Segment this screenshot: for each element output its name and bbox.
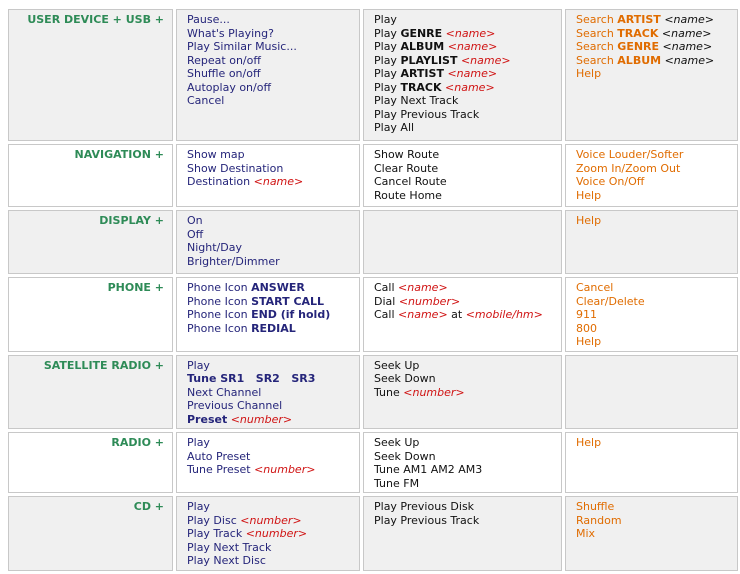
command-line	[576, 13, 731, 27]
command-line	[187, 295, 353, 309]
command-text: Seek Down	[374, 449, 436, 463]
command-text: Search	[576, 53, 618, 67]
command-text: Play	[374, 40, 401, 53]
command-line	[374, 162, 555, 176]
placeholder-text: <mobile/hm>	[465, 308, 543, 321]
command-line	[187, 463, 353, 477]
device-commands-cell	[176, 210, 360, 274]
command-text: Seek Up	[374, 358, 420, 372]
command-text: Help	[576, 214, 602, 227]
command-line	[576, 436, 731, 450]
command-text: Search	[576, 40, 618, 53]
command-text: Play	[374, 26, 401, 40]
device-commands-cell	[176, 355, 360, 430]
command-line	[187, 40, 353, 54]
command-text: Random	[576, 513, 622, 527]
command-text: Phone Icon	[187, 321, 252, 335]
command-text: Play Previous Disk	[374, 500, 475, 513]
command-row	[8, 210, 738, 274]
command-line	[187, 413, 353, 427]
other-commands-cell	[565, 144, 738, 207]
keyword-text: ANSWER	[251, 281, 305, 294]
command-line	[187, 94, 353, 108]
command-line	[187, 399, 353, 413]
command-row	[8, 355, 738, 430]
command-text: Dial	[374, 294, 399, 308]
command-text: Help	[576, 436, 602, 449]
command-line	[576, 308, 731, 322]
command-line	[187, 372, 353, 386]
command-text: Voice Louder/Softer	[576, 148, 684, 161]
command-line	[187, 281, 353, 295]
command-text: Cancel	[576, 281, 614, 294]
command-line	[187, 527, 353, 541]
command-line	[374, 67, 555, 81]
command-line	[374, 450, 555, 464]
other-commands-cell	[565, 432, 738, 493]
command-text: Play Similar Music...	[187, 40, 297, 53]
command-text: Play	[374, 13, 397, 26]
command-line	[576, 281, 731, 295]
command-line	[374, 436, 555, 450]
command-text: Play Track	[187, 527, 246, 540]
command-text: Play	[187, 358, 210, 372]
command-line	[576, 54, 731, 68]
command-line	[374, 189, 555, 203]
command-text: Play	[374, 67, 401, 80]
device-commands-cell	[176, 496, 360, 571]
other-commands-cell	[565, 210, 738, 274]
command-line	[187, 228, 353, 242]
command-line	[187, 500, 353, 514]
placeholder-text: <number>	[398, 294, 461, 308]
command-line	[576, 214, 731, 228]
placeholder-text: <name>	[398, 308, 448, 321]
keyword-text: TRACK	[400, 80, 442, 94]
command-line	[374, 463, 555, 477]
placeholder-text: <name>	[447, 67, 498, 80]
command-line	[576, 514, 731, 528]
category-label: PHONE +	[8, 277, 173, 352]
command-line	[576, 527, 731, 541]
command-text: Play Previous Track	[374, 513, 480, 527]
placeholder-text: <name>	[662, 40, 713, 53]
device-commands-cell	[176, 9, 360, 141]
placeholder-text: <name>	[253, 175, 304, 188]
command-line	[374, 359, 555, 373]
command-line	[374, 121, 555, 135]
command-line	[187, 450, 353, 464]
keyword-text: GENRE	[400, 26, 443, 40]
placeholder-text: <number>	[245, 527, 308, 540]
placeholder-text: <name>	[398, 281, 448, 294]
command-text: Play	[374, 53, 401, 67]
command-text: Next Channel	[187, 385, 262, 399]
media-commands-cell	[363, 210, 562, 274]
category-label: NAVIGATION +	[8, 144, 173, 207]
placeholder-text: <name>	[445, 26, 496, 40]
command-line	[576, 27, 731, 41]
command-text: Clear/Delete	[576, 294, 645, 308]
command-text: Tune	[374, 385, 404, 399]
command-row	[8, 496, 738, 571]
command-line	[576, 500, 731, 514]
command-text: Phone Icon	[187, 308, 252, 321]
command-text: Play Next Disc	[187, 554, 266, 567]
command-text: Auto Preset	[187, 449, 251, 463]
keyword-text: REDIAL	[251, 321, 296, 335]
placeholder-text: <name>	[447, 40, 498, 53]
command-text: Autoplay on/off	[187, 80, 272, 94]
keyword-text: ALBUM	[617, 53, 662, 67]
command-text: Show Route	[374, 148, 440, 161]
command-line	[374, 108, 555, 122]
command-line	[576, 148, 731, 162]
command-text: Play	[187, 436, 210, 449]
command-text: Search	[576, 26, 618, 40]
command-text: Play All	[374, 121, 415, 134]
command-line	[374, 13, 555, 27]
command-text: Cancel	[187, 94, 225, 107]
command-line	[576, 67, 731, 81]
command-line	[374, 148, 555, 162]
command-text: Show map	[187, 148, 245, 161]
command-line	[187, 386, 353, 400]
keyword-text: Tune SR1 SR2 SR3	[187, 372, 316, 385]
command-line	[187, 67, 353, 81]
other-commands-cell	[565, 9, 738, 141]
command-text: Tune AM1 AM2 AM3	[374, 463, 483, 476]
command-line	[187, 175, 353, 189]
device-commands-cell	[176, 144, 360, 207]
command-text: Cancel Route	[374, 175, 447, 188]
command-text: Brighter/Dimmer	[187, 254, 280, 268]
command-line	[374, 372, 555, 386]
command-line	[187, 541, 353, 555]
placeholder-text: <name>	[661, 26, 712, 40]
command-text: Tune Preset	[187, 463, 255, 476]
placeholder-text: <number>	[230, 412, 293, 426]
keyword-text: PLAYLIST	[400, 53, 458, 67]
keyword-text: TRACK	[617, 26, 659, 40]
category-label: SATELLITE RADIO +	[8, 355, 173, 430]
command-text: Play Next Track	[187, 540, 272, 554]
command-line	[187, 514, 353, 528]
command-text: Mix	[576, 527, 596, 540]
command-row	[8, 9, 738, 141]
command-text: Help	[576, 335, 602, 348]
command-line	[187, 148, 353, 162]
command-row	[8, 277, 738, 352]
command-text: Phone Icon	[187, 281, 252, 294]
keyword-text: ARTIST	[617, 13, 661, 26]
command-row	[8, 432, 738, 493]
other-commands-cell	[565, 496, 738, 571]
command-line	[187, 308, 353, 322]
keyword-text: END (if hold)	[251, 308, 331, 321]
command-text: Help	[576, 188, 602, 202]
command-text: Play Previous Track	[374, 107, 480, 121]
command-text: Call	[374, 281, 399, 294]
device-commands-cell	[176, 432, 360, 493]
command-text: Repeat on/off	[187, 53, 261, 67]
command-text: at	[447, 308, 466, 321]
keyword-text: GENRE	[617, 40, 660, 53]
command-text: Call	[374, 308, 399, 321]
command-line	[187, 54, 353, 68]
command-text: Phone Icon	[187, 294, 252, 308]
command-text: 911	[576, 308, 597, 321]
command-line	[374, 514, 555, 528]
keyword-text: Preset	[187, 412, 228, 426]
command-text: Shuffle	[576, 500, 615, 513]
category-label: CD +	[8, 496, 173, 571]
placeholder-text: <name>	[664, 13, 714, 26]
command-text: Show Destination	[187, 161, 284, 175]
command-text: Search	[576, 13, 618, 26]
command-text: Route Home	[374, 188, 442, 202]
command-text: Play Disc	[187, 513, 241, 527]
category-label: DISPLAY +	[8, 210, 173, 274]
placeholder-text: <number>	[254, 463, 316, 476]
voice-command-table	[5, 6, 740, 574]
placeholder-text: <name>	[445, 80, 495, 94]
command-text: Seek Down	[374, 372, 436, 385]
command-line	[576, 175, 731, 189]
command-line	[374, 500, 555, 514]
media-commands-cell	[363, 277, 562, 352]
keyword-text: START CALL	[251, 294, 325, 308]
category-label: USER DEVICE + USB +	[8, 9, 173, 141]
command-line	[187, 162, 353, 176]
command-text: Off	[187, 227, 204, 241]
command-text: What's Playing?	[187, 26, 274, 40]
command-line	[576, 335, 731, 349]
command-text: Play	[187, 500, 210, 513]
other-commands-cell	[565, 277, 738, 352]
command-line	[576, 40, 731, 54]
command-text: Play Next Track	[374, 94, 459, 107]
other-commands-cell	[565, 355, 738, 430]
command-line	[576, 189, 731, 203]
command-row	[8, 144, 738, 207]
command-line	[576, 162, 731, 176]
media-commands-cell	[363, 9, 562, 141]
command-line	[187, 13, 353, 27]
command-text: Help	[576, 67, 602, 80]
command-line	[374, 308, 555, 322]
command-text: Zoom In/Zoom Out	[576, 161, 681, 175]
media-commands-cell	[363, 432, 562, 493]
command-text: Play	[374, 80, 401, 94]
command-line	[187, 554, 353, 568]
media-commands-cell	[363, 144, 562, 207]
command-line	[374, 175, 555, 189]
command-line	[576, 295, 731, 309]
command-line	[187, 436, 353, 450]
command-line	[374, 281, 555, 295]
command-line	[374, 295, 555, 309]
command-text: Shuffle on/off	[187, 67, 261, 80]
command-line	[576, 322, 731, 336]
media-commands-cell	[363, 355, 562, 430]
command-line	[187, 81, 353, 95]
command-line	[374, 54, 555, 68]
command-text: Seek Up	[374, 436, 420, 449]
command-line	[374, 94, 555, 108]
placeholder-text: <name>	[664, 53, 715, 67]
command-line	[187, 359, 353, 373]
command-text: Previous Channel	[187, 399, 283, 412]
device-commands-cell	[176, 277, 360, 352]
command-text: Clear Route	[374, 161, 439, 175]
voice-command-rows	[8, 9, 738, 571]
category-label: RADIO +	[8, 432, 173, 493]
command-line	[187, 214, 353, 228]
command-text: 800	[576, 321, 597, 335]
command-line	[374, 81, 555, 95]
command-text: Tune FM	[374, 476, 420, 490]
media-commands-cell	[363, 496, 562, 571]
placeholder-text: <number>	[240, 513, 302, 527]
keyword-text: ARTIST	[400, 67, 444, 80]
command-line	[187, 255, 353, 269]
command-line	[374, 386, 555, 400]
placeholder-text: <name>	[460, 53, 511, 67]
command-text: On	[187, 214, 203, 227]
command-line	[374, 40, 555, 54]
command-text: Voice On/Off	[576, 175, 645, 188]
command-line	[374, 27, 555, 41]
command-text: Destination	[187, 175, 254, 188]
command-line	[187, 241, 353, 255]
command-line	[187, 27, 353, 41]
command-text: Night/Day	[187, 241, 242, 254]
command-text: Pause...	[187, 13, 230, 26]
keyword-text: ALBUM	[400, 40, 445, 53]
command-line	[187, 322, 353, 336]
command-line	[374, 477, 555, 491]
placeholder-text: <number>	[403, 385, 465, 399]
